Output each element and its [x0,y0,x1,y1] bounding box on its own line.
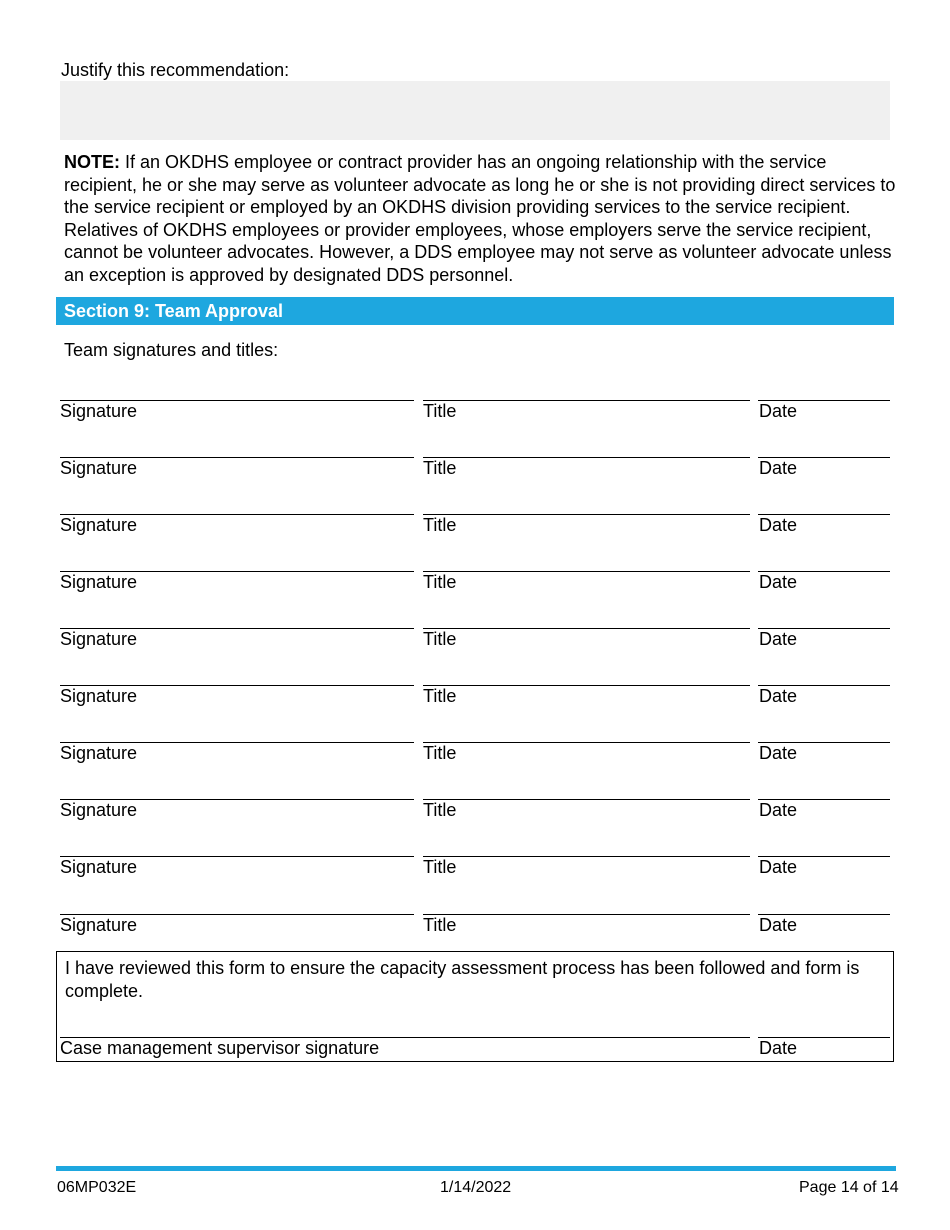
signature-row [0,856,950,886]
signature-caption: Signature [60,686,138,706]
signature-row [0,457,950,487]
title-line[interactable] [423,914,750,915]
title-line[interactable] [423,628,750,629]
signature-caption: Signature [60,572,138,592]
signature-caption: Signature [60,857,138,877]
supervisor-date-caption: Date [759,1038,798,1058]
team-signatures-label: Team signatures and titles: [64,340,279,360]
signature-row [0,914,950,944]
signature-row [0,799,950,829]
footer-rule [56,1166,896,1171]
justify-label: Justify this recommendation: [61,60,290,80]
signature-row [0,571,950,601]
title-line[interactable] [423,856,750,857]
signature-caption: Signature [60,458,138,478]
title-caption: Title [423,401,457,421]
signature-caption: Signature [60,800,138,820]
date-caption: Date [759,458,798,478]
title-caption: Title [423,800,457,820]
note-text: If an OKDHS employee or contract provider has an ongoing relationship with the service recipient, he or she may serve as volunteer advocate as long he or she is not providing direct services to the service recipient or employed by an OKDHS division providing services to the service recipient. Relatives of OKDHS employees or provider employees, whose employers serve the service recipient, cannot be volunteer advocates. However, a DDS employee may not serve as volunteer advocate unless an exception is approved by designated DDS personnel. [64,152,896,285]
title-line[interactable] [423,799,750,800]
title-line[interactable] [423,685,750,686]
title-caption: Title [423,458,457,478]
date-caption: Date [759,515,798,535]
date-caption: Date [759,800,798,820]
justify-input[interactable] [60,81,890,140]
footer-form-id: 06MP032E [57,1179,137,1196]
title-line[interactable] [423,742,750,743]
date-caption: Date [759,743,798,763]
title-caption: Title [423,743,457,763]
date-caption: Date [759,686,798,706]
signature-row [0,628,950,658]
title-caption: Title [423,915,457,935]
note-paragraph [64,151,898,287]
title-line[interactable] [423,514,750,515]
title-line[interactable] [423,571,750,572]
signature-row [0,514,950,544]
supervisor-signature-row [0,1037,950,1067]
footer-date: 1/14/2022 [440,1179,512,1196]
title-caption: Title [423,629,457,649]
footer-page-number: Page 14 of 14 [799,1179,899,1196]
signature-caption: Signature [60,401,138,421]
title-caption: Title [423,515,457,535]
date-caption: Date [759,915,798,935]
date-caption: Date [759,857,798,877]
signature-caption: Signature [60,629,138,649]
title-line[interactable] [423,457,750,458]
title-caption: Title [423,686,457,706]
date-caption: Date [759,629,798,649]
title-caption: Title [423,857,457,877]
signature-caption: Signature [60,915,138,935]
date-caption: Date [759,572,798,592]
title-line[interactable] [423,400,750,401]
signature-caption: Signature [60,515,138,535]
note-bold-label: NOTE: [64,152,120,172]
supervisor-signature-caption: Case management supervisor signature [60,1038,380,1058]
signature-row [0,400,950,430]
signature-row [0,685,950,715]
section-9-header: Section 9: Team Approval [56,297,894,325]
review-statement: I have reviewed this form to ensure the capacity assessment process has been followed and form is complete. [65,958,860,1001]
signature-row [0,742,950,772]
title-caption: Title [423,572,457,592]
signature-caption: Signature [60,743,138,763]
date-caption: Date [759,401,798,421]
